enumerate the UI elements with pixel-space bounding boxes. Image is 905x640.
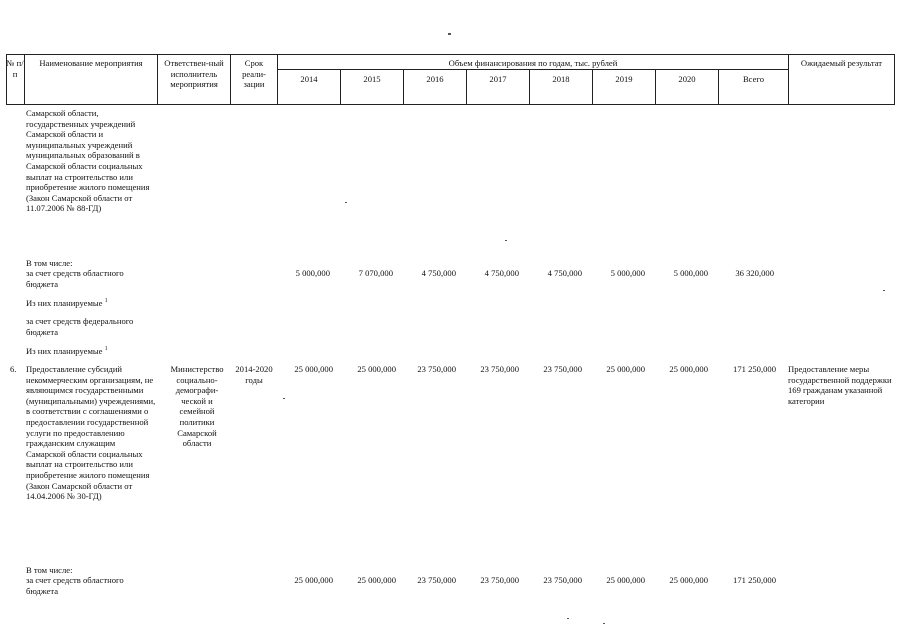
item-6-name: Предоставление субсидий некоммерческим организациям, не являющимся государственными (муниципальными) учреждениями, в соответствии с соглашениями о предоставлении государственной услуги по предоставлению гражданским служащим Самарской области социальных выплат на строительство или приобретение жилого помещения (Закон Самарской области от 14.04.2006 № 30-ГД) (26, 364, 156, 502)
page-mark (448, 33, 451, 35)
header-year-2015: 2015 (363, 74, 381, 84)
regional-budget-label-1: за счет средств областного бюджета (26, 268, 124, 289)
scan-speck (345, 202, 347, 203)
regional-1-2019: 5 000,000 (610, 268, 645, 278)
regional-budget-label-2: за счет средств областного бюджета (26, 575, 124, 596)
header-border-right (894, 54, 895, 105)
header-year-total: Всего (742, 74, 765, 84)
scan-speck (567, 618, 569, 619)
regional-1-total: 36 320,000 (735, 268, 774, 278)
regional-2-2016: 23 750,000 (417, 575, 456, 585)
including-label-1: В том числе: (26, 258, 73, 268)
scan-speck (603, 623, 605, 624)
planned-label-1 (26, 298, 156, 309)
header-responsible: Ответствен-ный исполнитель мероприятия (164, 58, 224, 90)
item-6-number: 6. (10, 364, 17, 374)
planned-label-2-text: Из них планируемые (26, 346, 103, 356)
scan-speck (505, 240, 507, 241)
header-year-2018: 2018 (552, 74, 570, 84)
planned-footnote-2: 1 (104, 346, 108, 353)
regional-1-2015: 7 070,000 (358, 268, 393, 278)
item-6-responsible: Министерство социально-демографи-ческой и семейной политики Самарской области (170, 364, 224, 449)
item-6-2016: 23 750,000 (417, 364, 456, 374)
regional-1-2017: 4 750,000 (484, 268, 519, 278)
item-6-2015: 25 000,000 (357, 364, 396, 374)
item-6-term: 2014-2020 годы (235, 364, 273, 385)
regional-2-2019: 25 000,000 (606, 575, 645, 585)
header-funding: Объем финансирования по годам, тыс. рублей (448, 58, 618, 68)
including-label-2: В том числе: (26, 565, 73, 575)
header-name: Наименование мероприятия (39, 58, 143, 68)
planned-label-2 (26, 346, 156, 357)
item-6-expected-result: Предоставление меры государственной поддержки 169 гражданам указанной категории (788, 364, 892, 406)
header-divider-3 (230, 54, 231, 105)
item-6-2017: 23 750,000 (480, 364, 519, 374)
header-year-2016: 2016 (426, 74, 444, 84)
header-years-rule (277, 69, 789, 70)
header-result: Ожидаемый результат (800, 58, 883, 68)
planned-footnote-1: 1 (104, 298, 108, 305)
header-no: № п/п (6, 58, 24, 79)
regional-2-2015: 25 000,000 (357, 575, 396, 585)
header-top-rule (6, 54, 895, 55)
header-year-2020: 2020 (678, 74, 696, 84)
item-6-total: 171 250,000 (733, 364, 776, 374)
regional-2-2020: 25 000,000 (669, 575, 708, 585)
scan-speck (283, 398, 285, 399)
scan-speck (883, 290, 885, 291)
header-divider-1 (24, 54, 25, 105)
regional-1-2018: 4 750,000 (547, 268, 582, 278)
regional-2-total: 171 250,000 (733, 575, 776, 585)
header-year-2019: 2019 (615, 74, 633, 84)
regional-2-2018: 23 750,000 (543, 575, 582, 585)
header-divider-12 (788, 54, 789, 105)
header-term: Срок реали-зации (242, 58, 266, 90)
header-year-2014: 2014 (300, 74, 318, 84)
regional-1-2020: 5 000,000 (673, 268, 708, 278)
regional-2-2014: 25 000,000 (294, 575, 333, 585)
continued-item-name: Самарской области, государственных учреждений Самарской области и муниципальных учреждений муниципальных образований в Самарской области социальных выплат на строительство или приобретение жилого помещения (Закон Самарской области от 11.07.2006 № 88-ГД) (26, 108, 150, 214)
regional-1-2014: 5 000,000 (295, 268, 330, 278)
item-6-2020: 25 000,000 (669, 364, 708, 374)
federal-budget-label: за счет средств федерального бюджета (26, 316, 134, 337)
regional-2-2017: 23 750,000 (480, 575, 519, 585)
header-divider-2 (157, 54, 158, 105)
regional-1-2016: 4 750,000 (421, 268, 456, 278)
header-year-2017: 2017 (489, 74, 507, 84)
item-6-2014: 25 000,000 (294, 364, 333, 374)
planned-label-1-text: Из них планируемые (26, 298, 103, 308)
item-6-2019: 25 000,000 (606, 364, 645, 374)
header-bottom-rule (6, 104, 895, 105)
item-6-2018: 23 750,000 (543, 364, 582, 374)
